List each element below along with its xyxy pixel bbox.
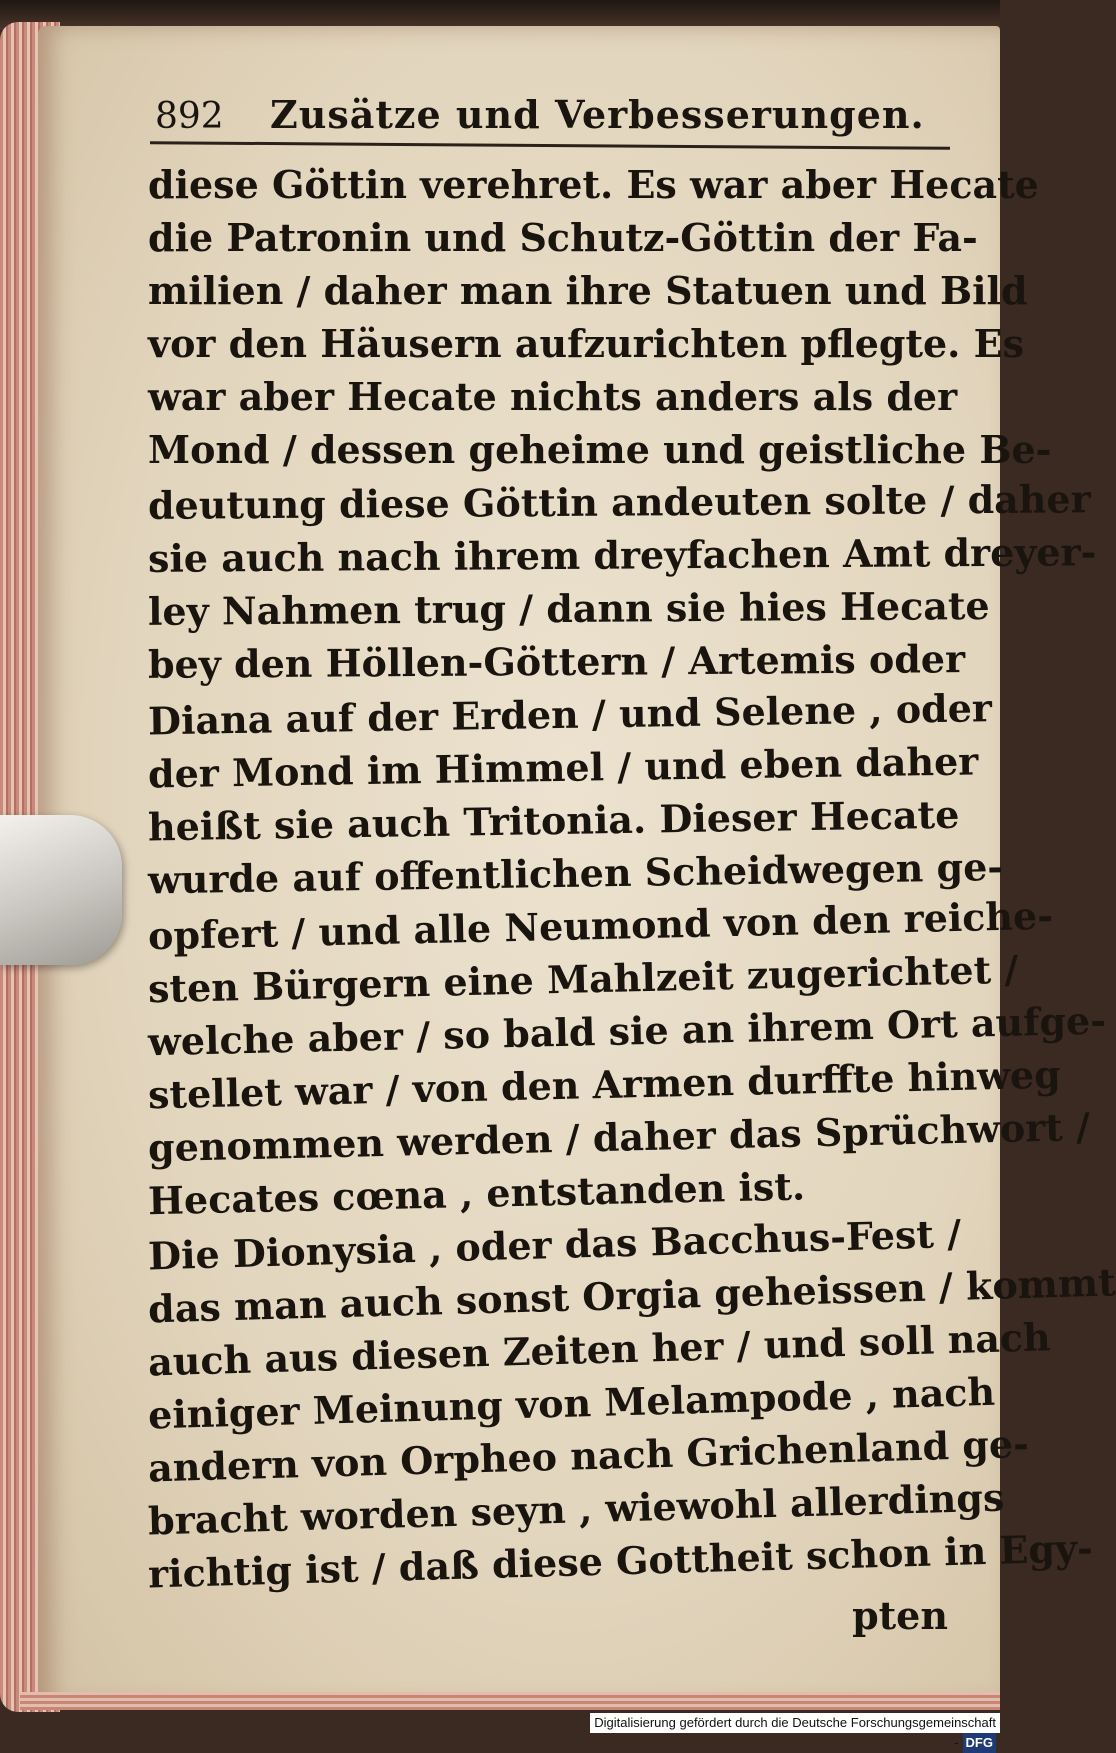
text-line: andern von Orpheo nach Grichenland ge- [147, 1420, 1030, 1491]
text-line: genommen werden / daher das Sprüchwort / [147, 1103, 1091, 1171]
page-header [155, 92, 945, 142]
page-edge-bottom [20, 1692, 1000, 1710]
text-line: auch aus diesen Zeiten her / und soll nach [147, 1314, 1052, 1385]
bookmark-clip [0, 815, 122, 965]
credit-text: Digitalisierung gefördert durch die Deutsche Forschungsgemeinschaft - [594, 1715, 996, 1750]
text-line: das man auch sonst Orgia geheissen / kommt [147, 1259, 1116, 1332]
text-line: stellet war / von den Armen durffte hinweg [147, 1051, 1062, 1118]
text-line: bey den Höllen-Göttern / Artemis oder [147, 636, 966, 687]
body-text [147, 158, 1116, 1642]
text-line: war aber Hecate nichts anders als der [148, 374, 958, 419]
text-line: Die Dionysia , oder das Bacchus-Fest / [147, 1210, 962, 1279]
text-line: diese Göttin verehret. Es war aber Hecate [148, 162, 1039, 207]
text-line: heißt sie auch Tritonia. Dieser Hecate [147, 791, 960, 850]
catchword: pten [852, 1593, 948, 1638]
running-title: Zusätze und Verbesserungen. [270, 92, 925, 137]
text-line: bracht worden seyn , wiewohl allerdings [147, 1474, 1005, 1544]
text-line: Hecates cœna , entstanden ist. [147, 1163, 806, 1224]
text-line: welche aber / so bald sie an ihrem Ort aufge- [147, 997, 1107, 1065]
text-line: sten Bürgern eine Mahlzeit zugerichtet / [147, 946, 1019, 1012]
text-line: Diana auf der Erden / und Selene , oder [147, 685, 993, 744]
text-line: richtig ist / daß diese Gottheit schon in Egy- [147, 1525, 1094, 1597]
text-line: vor den Häusern aufzurichten pflegte. Es [148, 321, 1024, 366]
text-line: milien / daher man ihre Statuen und Bild [148, 268, 1028, 313]
text-line: sie auch nach ihrem dreyfachen Amt dreyer- [147, 529, 1097, 581]
page-number: 892 [155, 96, 224, 137]
text-line: deutung diese Göttin andeuten solte / daher [147, 476, 1091, 528]
dfg-logo: DFG [963, 1733, 996, 1753]
text-line: Mond / dessen geheime und geistliche Be- [148, 427, 1052, 472]
text-line: wurde auf offentlichen Scheidwegen ge- [147, 844, 1004, 903]
digitization-credit [590, 1713, 1000, 1750]
text-line: ley Nahmen trug / dann sie hies Hecate [147, 582, 990, 634]
text-line: einiger Meinung von Melampode , nach [147, 1368, 996, 1438]
text-line: der Mond im Himmel / und eben daher [147, 738, 979, 797]
text-line: opfert / und alle Neumond von den reiche- [147, 892, 1054, 959]
text-line: die Patronin und Schutz-Göttin der Fa- [148, 215, 978, 260]
